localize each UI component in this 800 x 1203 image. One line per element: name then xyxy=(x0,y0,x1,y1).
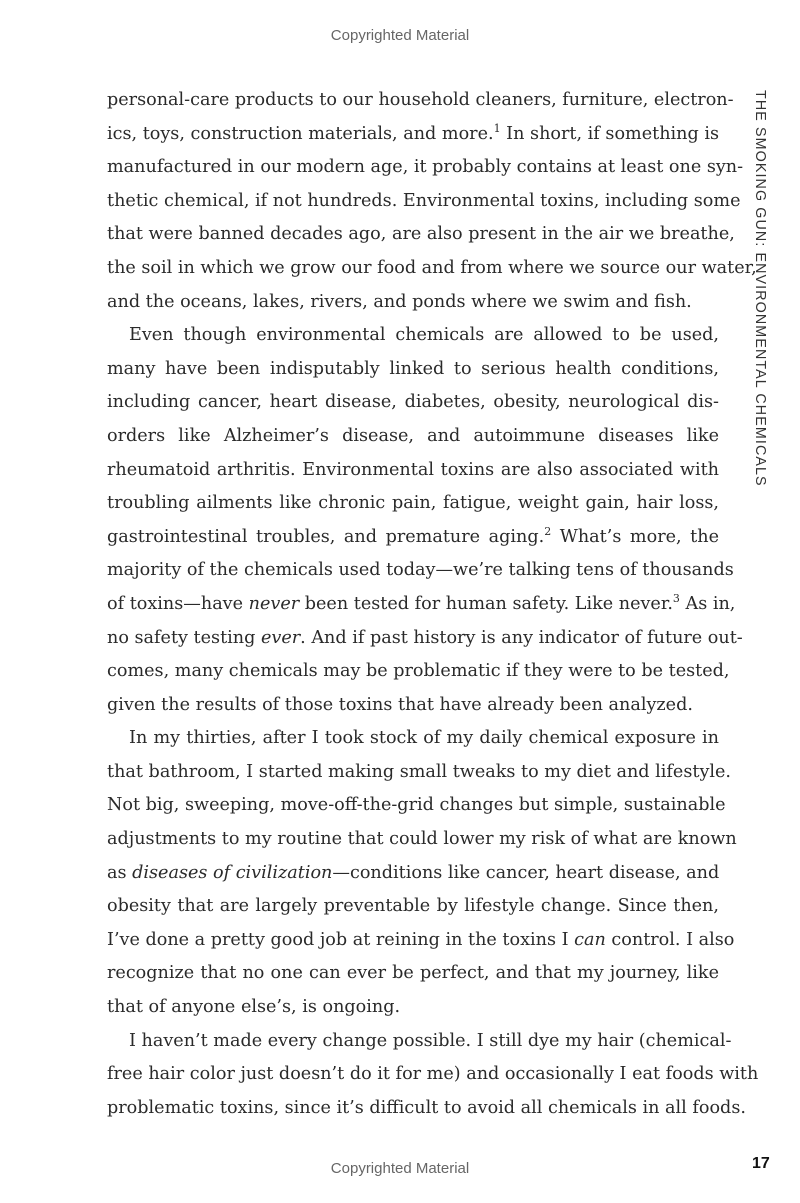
text-segment: problematic toxins, since it’s difficult to avoid all chemicals in all foods. xyxy=(107,1097,746,1118)
text-line xyxy=(107,622,743,656)
text-line xyxy=(107,353,719,387)
text-segment: I’ve done a pretty good job at reining in the toxins I xyxy=(107,929,575,950)
text-line xyxy=(107,185,741,219)
paragraph xyxy=(107,319,743,722)
footnote-marker: 3 xyxy=(672,592,680,606)
text-segment: many have been indisputably linked to serious health conditions, xyxy=(107,358,719,379)
text-segment: as xyxy=(107,862,133,883)
text-line xyxy=(107,1058,759,1092)
text-line xyxy=(107,218,735,252)
emphasis-text: diseases of civilization xyxy=(132,862,333,883)
text-line xyxy=(107,756,732,790)
text-line xyxy=(107,84,734,118)
text-line xyxy=(107,319,719,353)
text-segment: thetic chemical, if not hundreds. Environmental toxins, including some xyxy=(107,190,741,211)
emphasis-text: ever xyxy=(260,627,301,648)
text-line xyxy=(107,118,719,152)
text-segment: that bathroom, I started making small tweaks to my diet and lifestyle. xyxy=(107,761,732,782)
text-line xyxy=(107,890,719,924)
text-segment: free hair color just doesn’t do it for me) and occasionally I eat foods with xyxy=(107,1064,759,1085)
text-segment: personal-care products to our household cleaners, furniture, electron- xyxy=(107,90,734,110)
text-segment: —conditions like cancer, heart disease, and xyxy=(332,862,720,883)
text-segment: been tested for human safety. Like never. xyxy=(299,593,673,614)
text-line xyxy=(107,823,737,857)
text-segment: What’s more, the xyxy=(551,526,719,547)
emphasis-text: can xyxy=(574,929,606,950)
text-segment: given the results of those toxins that have already been analyzed. xyxy=(107,694,693,715)
text-line xyxy=(107,689,719,723)
text-line xyxy=(107,924,735,958)
text-segment: Even though environmental chemicals are allowed to be used, xyxy=(129,325,719,346)
text-line xyxy=(107,286,719,320)
text-segment: adjustments to my routine that could lower my risk of what are known xyxy=(107,829,737,850)
paragraph xyxy=(107,1025,759,1126)
text-line xyxy=(107,554,734,588)
text-line xyxy=(107,521,719,555)
text-segment: control. I also xyxy=(605,929,735,950)
text-segment: orders like Alzheimer’s disease, and autoimmune diseases like xyxy=(107,425,719,446)
text-line xyxy=(107,454,719,488)
text-line xyxy=(107,991,719,1025)
text-segment: As in, xyxy=(679,593,736,614)
text-segment: no safety testing xyxy=(107,627,261,648)
text-line xyxy=(107,722,719,756)
text-segment: gastrointestinal troubles, and premature aging. xyxy=(107,526,545,547)
text-segment: recognize that no one can ever be perfect, and that my journey, like xyxy=(107,963,719,984)
text-segment: of toxins—have xyxy=(107,593,249,614)
text-segment: I haven’t made every change possible. I still dye my hair (chemical- xyxy=(129,1030,732,1051)
text-segment: . And if past history is any indicator of future out- xyxy=(300,627,743,648)
text-segment: majority of the chemicals used today—we’re talking tens of thousands xyxy=(107,560,734,581)
paragraph xyxy=(107,84,757,319)
copyright-watermark-top: Copyrighted Material xyxy=(330,27,470,44)
emphasis-text: never xyxy=(248,593,300,614)
text-line xyxy=(107,1025,732,1059)
text-segment: ics, toys, construction materials, and more. xyxy=(107,123,494,144)
text-segment: troubling ailments like chronic pain, fatigue, weight gain, hair loss, xyxy=(107,493,719,514)
text-segment: rheumatoid arthritis. Environmental toxins are also associated with xyxy=(107,459,719,480)
text-segment: that of anyone else’s, is ongoing. xyxy=(107,997,401,1018)
page-number: 17 xyxy=(752,1155,770,1172)
text-segment: Not big, sweeping, move-off-the-grid changes but simple, sustainable xyxy=(107,795,726,816)
footnote-marker: 1 xyxy=(493,121,501,135)
body-text xyxy=(107,84,759,1125)
copyright-watermark-bottom: Copyrighted Material xyxy=(330,1160,470,1177)
text-segment: that were banned decades ago, are also present in the air we breathe, xyxy=(107,224,735,245)
text-line xyxy=(107,655,730,689)
running-head: THE SMOKING GUN: ENVIRONMENTAL CHEMICALS xyxy=(752,90,768,487)
text-segment: obesity that are largely preventable by lifestyle change. Since then, xyxy=(107,896,719,917)
text-segment: and the oceans, lakes, rivers, and ponds where we swim and fish. xyxy=(107,291,692,312)
text-line xyxy=(107,789,726,823)
text-line xyxy=(107,487,719,521)
text-line xyxy=(107,420,719,454)
text-segment: including cancer, heart disease, diabetes, obesity, neurological dis- xyxy=(107,392,719,413)
footnote-marker: 2 xyxy=(544,524,552,538)
text-segment: the soil in which we grow our food and from where we source our water, xyxy=(107,257,757,278)
text-line xyxy=(107,386,719,420)
text-line xyxy=(107,1092,746,1126)
text-line xyxy=(107,857,719,891)
text-segment: In my thirties, after I took stock of my daily chemical exposure in xyxy=(129,728,719,749)
text-segment: comes, many chemicals may be problematic if they were to be tested, xyxy=(107,661,730,682)
text-line xyxy=(107,151,744,185)
text-line xyxy=(107,252,757,286)
paragraph xyxy=(107,722,737,1024)
text-line xyxy=(107,957,719,991)
text-segment: In short, if something is xyxy=(500,123,719,144)
text-line xyxy=(107,588,736,622)
text-segment: manufactured in our modern age, it probably contains at least one syn- xyxy=(107,157,744,178)
